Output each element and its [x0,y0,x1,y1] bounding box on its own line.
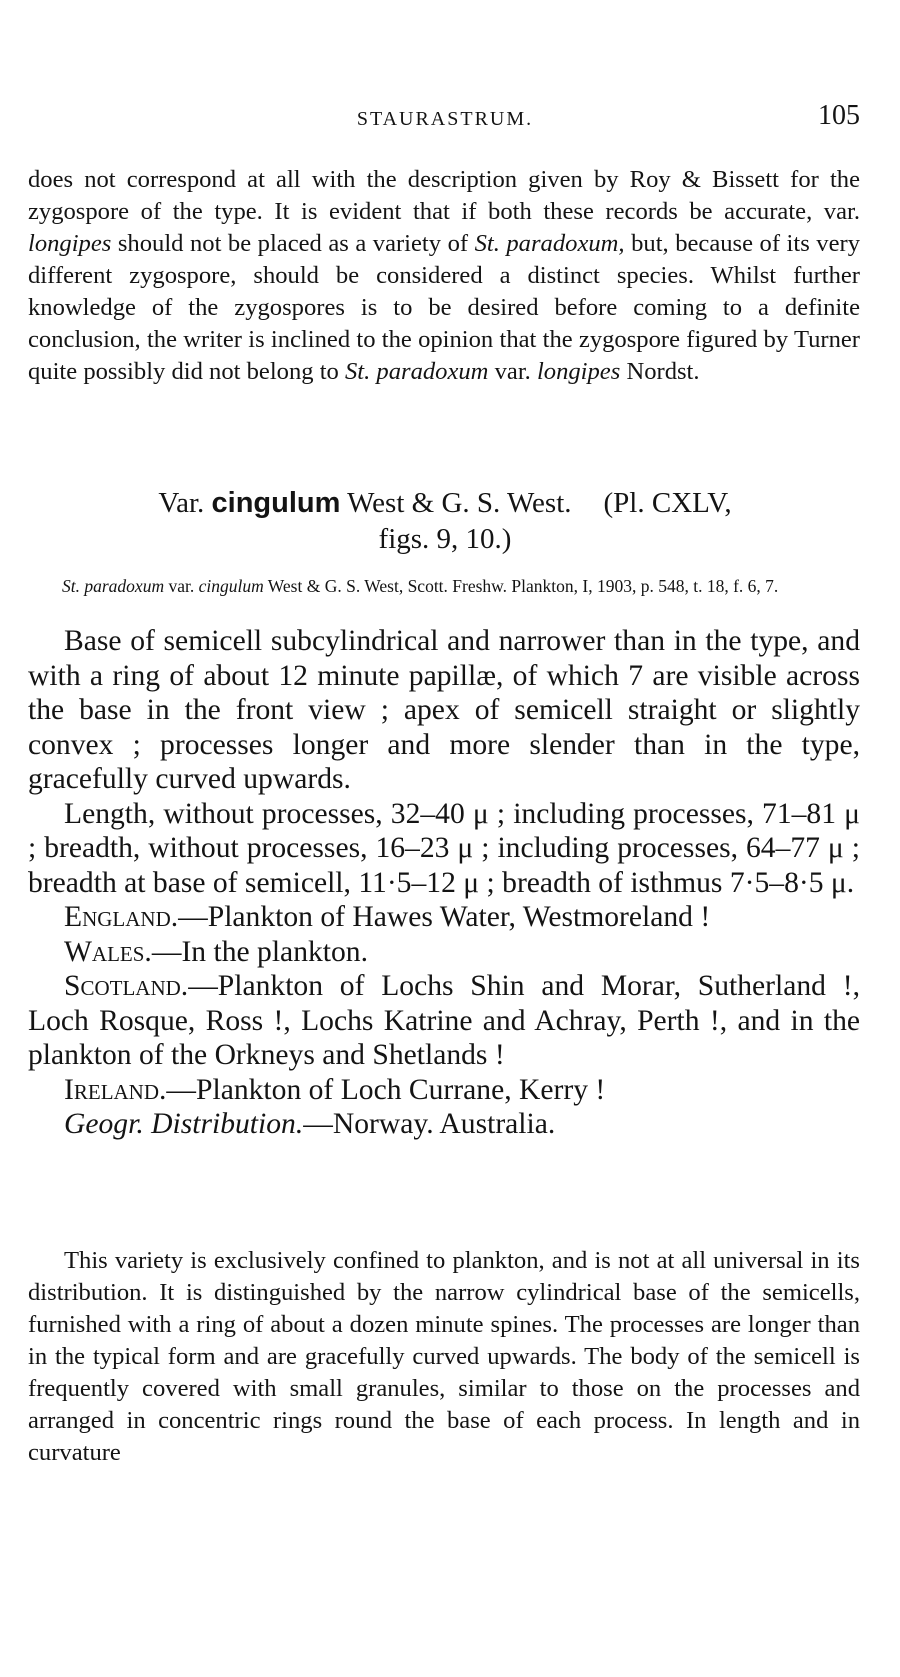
intro-text-3: but, because of its very different zygospore, should be considered a distinct species. Whilst further knowledge of the zygospores is to be desired before coming to a definite conclusion, the writer is inclined to the opinion that the zygospore figured by Turner quite possibly did not belong to [28,230,860,385]
wales-text: —In the plankton. [151,935,369,968]
intro-text-4: var. [488,358,537,385]
plate-reference: (Pl. CXLV, [603,487,732,519]
england-label: England. [64,901,179,933]
closing-block [28,1245,860,1469]
distribution-ireland [28,1073,860,1108]
scotland-text: —Plankton of Lochs Shin and Morar, Sutherland !, Loch Rosque, Ross !, Lochs Katrine and Achray, Perth !, and in the plankton of the Orkneys and Shetlands ! [28,970,860,1071]
ireland-text: —Plankton of Loch Currane, Kerry ! [166,1073,606,1106]
intro-italic-1: longipes [28,230,112,257]
geogr-label: Geogr. Distribution. [64,1108,304,1140]
distribution-england [28,900,860,935]
variety-authority: West & G. S. West. [340,487,572,519]
intro-text-2: should not be placed as a variety of [111,230,475,257]
synonymy-text-1: var. [164,576,199,596]
measurements-paragraph: Length, without processes, 32–40 μ ; including processes, 71–81 μ ; breadth, without processes, 16–23 μ ; including processes, 64–77 μ ; breadth at base of semicell, 11·5–12 μ ; breadth of isthmus 7·5–8·5 μ. [28,797,860,899]
geogr-text: —Norway. Australia. [303,1108,556,1140]
synonymy-citation [62,575,882,597]
running-title: STAURASTRUM. [356,108,534,130]
page-number: 105 [818,100,860,131]
variety-name: cingulum [211,487,341,519]
description-block [28,624,860,1142]
variety-heading-line-1 [60,485,830,521]
intro-italic-3: St. paradoxum [344,358,489,385]
synonymy-text-2: West & G. S. West, Scott. Freshw. Plankton, I, 1903, p. 548, t. 18, f. 6, 7. [263,576,779,596]
synonymy-italic-2: cingulum [198,576,264,596]
wales-label: Wales. [64,935,152,968]
intro-paragraph [28,164,860,388]
closing-paragraph: This variety is exclusively confined to plankton, and is not at all universal in its distribution. It is distinguished by the narrow cylindrical base of the semicells, furnished with a ring of about a dozen minute spines. The processes are longer than in the typical form and are gracefully curved upwards. The body of the semicell is frequently covered with small granules, similar to those on the processes and arranged in concentric rings round the base of each process. In length and in curvature [28,1247,860,1466]
distribution-wales [28,935,860,970]
variety-heading [60,485,830,557]
variety-prefix: Var. [158,487,212,519]
synonymy-italic-1: St. paradoxum [62,576,165,596]
england-text: —Plankton of Hawes Water, Westmoreland ! [178,901,711,933]
scotland-label: Scotland. [64,970,189,1002]
distribution-geographic [28,1107,860,1142]
description-paragraph: Base of semicell subcylindrical and narrower than in the type, and with a ring of about 12 minute papillæ, of which 7 are visible across the base in the front view ; apex of semicell straight or slightly convex ; processes longer and more slender than in the type, gracefully curved upwards. [28,625,860,795]
intro-text-5: Nordst. [620,358,700,385]
intro-italic-4: longipes [536,358,621,385]
intro-text-1: does not correspond at all with the description given by Roy & Bissett for the zygospore of the type. It is evident that if both these records be accurate, var. [28,166,860,225]
intro-italic-2: St. paradoxum, [474,230,625,257]
distribution-scotland [28,969,860,1073]
variety-heading-line-2: figs. 9, 10.) [378,523,512,555]
running-head [30,100,860,140]
ireland-label: Ireland. [64,1073,167,1106]
